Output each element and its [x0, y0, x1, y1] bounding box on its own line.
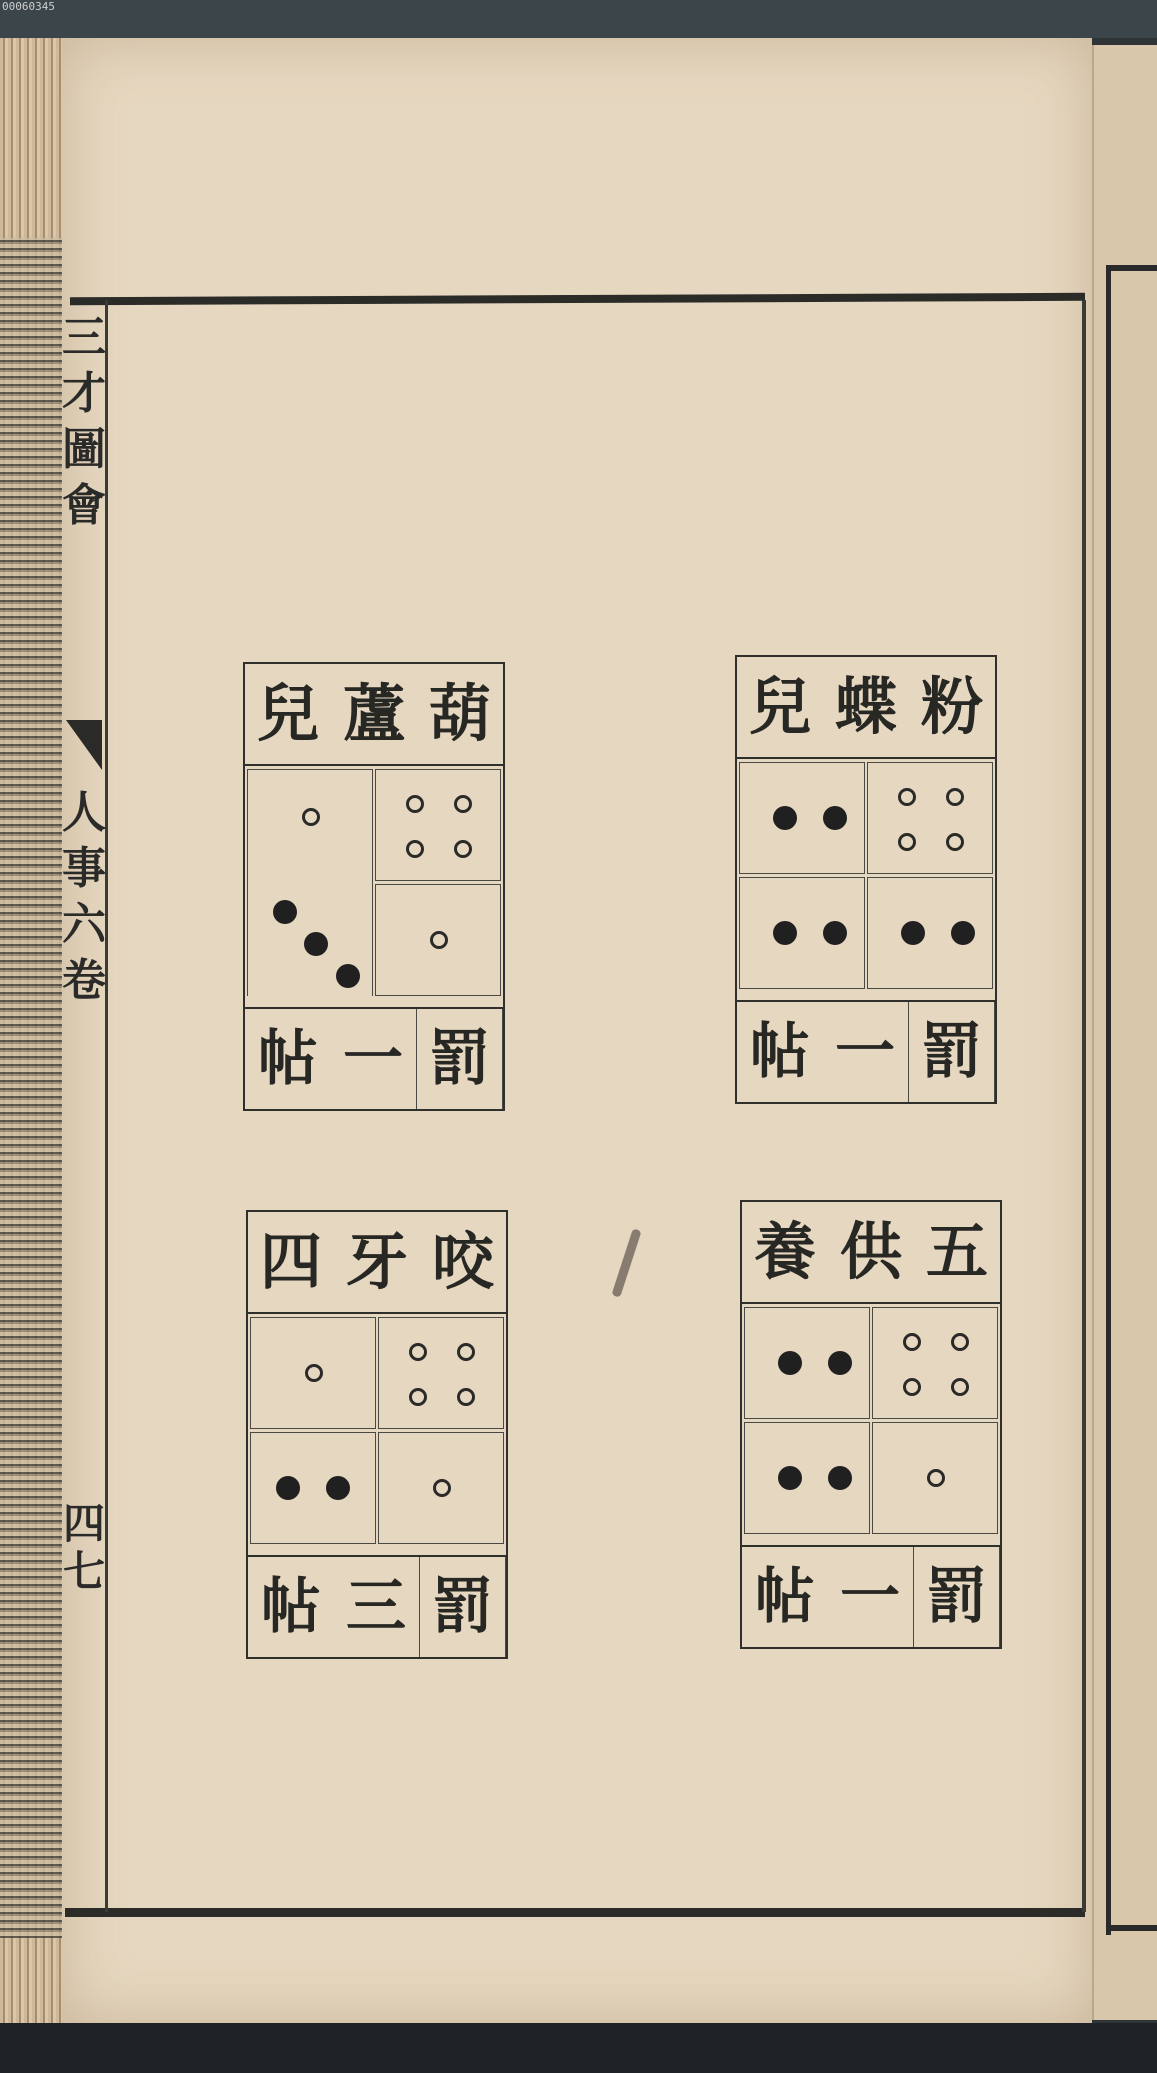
page-edges-shadow	[0, 238, 62, 1938]
title-char: 牙	[345, 1225, 408, 1298]
pip	[773, 806, 797, 830]
penalty-char: 一	[330, 1009, 416, 1109]
pip	[903, 1333, 921, 1351]
scan-label: 00060345	[2, 0, 55, 13]
domino-tile-four	[867, 762, 993, 874]
title-char: 咬	[431, 1225, 494, 1298]
pip	[927, 1469, 945, 1487]
card-title	[245, 664, 503, 766]
penalty-char: 罰	[420, 1557, 506, 1657]
margin-char: 圖	[62, 424, 106, 475]
domino-card-hulu	[243, 662, 505, 1111]
title-char: 五	[925, 1215, 988, 1288]
pip	[828, 1466, 852, 1490]
bottom-band	[0, 2023, 1157, 2073]
pip	[273, 900, 297, 924]
pip	[457, 1343, 475, 1361]
pip	[951, 1333, 969, 1351]
card-penalty	[742, 1545, 1000, 1647]
facing-page-rule-top	[1106, 265, 1157, 271]
pip	[454, 840, 472, 858]
penalty-char: 帖	[749, 1017, 810, 1087]
pip	[898, 788, 916, 806]
pip	[409, 1388, 427, 1406]
domino-tile-one	[872, 1422, 998, 1534]
pip	[951, 1378, 969, 1396]
pip	[946, 833, 964, 851]
pip	[778, 1466, 802, 1490]
margin-char: 會	[62, 480, 106, 531]
domino-card-wugong	[740, 1200, 1002, 1649]
pip	[302, 808, 320, 826]
domino-tile-two	[739, 762, 865, 874]
facing-page	[1092, 45, 1157, 2020]
frame-right-rule	[1082, 300, 1086, 1912]
title-char: 葫	[428, 677, 491, 750]
margin-char: 六	[62, 899, 106, 950]
domino-tile-one-three	[247, 769, 373, 996]
title-char: 粉	[920, 670, 983, 743]
pip	[276, 1476, 300, 1500]
domino-card-fendie	[735, 655, 997, 1104]
domino-tile-four	[872, 1307, 998, 1419]
facing-page-rule	[1106, 265, 1111, 1935]
domino-tile-two	[744, 1422, 870, 1534]
penalty-char: 罰	[417, 1009, 503, 1109]
penalty-char: 一	[827, 1547, 913, 1647]
frame-left-rule	[105, 300, 108, 1912]
title-char: 四	[259, 1225, 322, 1298]
title-char: 蘆	[342, 677, 405, 750]
penalty-char: 罰	[914, 1547, 1000, 1647]
domino-tile-two	[867, 877, 993, 989]
pip	[828, 1351, 852, 1375]
penalty-char: 罰	[909, 1002, 995, 1102]
pip	[304, 932, 328, 956]
card-penalty	[245, 1007, 503, 1109]
pip	[406, 840, 424, 858]
domino-tile-one	[378, 1432, 504, 1544]
facing-page-rule-bottom	[1106, 1925, 1157, 1931]
domino-tile-two	[744, 1307, 870, 1419]
domino-tile-two	[250, 1432, 376, 1544]
margin-char: 人	[62, 787, 106, 838]
penalty-char: 帖	[754, 1562, 815, 1632]
penalty-char: 帖	[260, 1572, 321, 1642]
pip	[409, 1343, 427, 1361]
pip	[946, 788, 964, 806]
card-penalty	[248, 1555, 506, 1657]
penalty-char: 帖	[257, 1024, 318, 1094]
frame-bottom-rule	[65, 1908, 1085, 1917]
pip	[903, 1378, 921, 1396]
title-char: 兒	[748, 670, 811, 743]
title-char: 供	[839, 1215, 902, 1288]
card-title	[248, 1212, 506, 1314]
card-penalty	[737, 1000, 995, 1102]
pip	[326, 1476, 350, 1500]
margin-char: 才	[62, 368, 106, 419]
margin-char: 事	[62, 843, 106, 894]
margin-char: 卷	[62, 955, 106, 1006]
pip	[901, 921, 925, 945]
margin-title	[62, 310, 106, 534]
card-title	[737, 657, 995, 759]
domino-tile-one	[250, 1317, 376, 1429]
pip	[457, 1388, 475, 1406]
title-char: 養	[753, 1215, 816, 1288]
page-edges-left	[0, 38, 68, 2023]
pip	[406, 795, 424, 813]
margin-char: 三	[62, 312, 106, 363]
domino-card-yaya	[246, 1210, 508, 1659]
pip	[778, 1351, 802, 1375]
title-char: 兒	[256, 677, 319, 750]
penalty-char: 三	[333, 1557, 419, 1657]
pip	[454, 795, 472, 813]
pip	[898, 833, 916, 851]
domino-tile-one	[375, 884, 501, 996]
pip	[773, 921, 797, 945]
margin-chapter	[62, 785, 106, 1009]
pip	[430, 931, 448, 949]
pip	[951, 921, 975, 945]
penalty-char: 一	[822, 1002, 908, 1102]
title-char: 蝶	[834, 670, 897, 743]
pip	[823, 806, 847, 830]
top-band	[0, 0, 1157, 38]
domino-tile-four	[378, 1317, 504, 1429]
pip	[336, 964, 360, 988]
page-number: 四七	[62, 1499, 105, 1596]
card-title	[742, 1202, 1000, 1304]
domino-tile-four	[375, 769, 501, 881]
pip	[823, 921, 847, 945]
pip	[305, 1364, 323, 1382]
domino-tile-two	[739, 877, 865, 989]
pip	[433, 1479, 451, 1497]
